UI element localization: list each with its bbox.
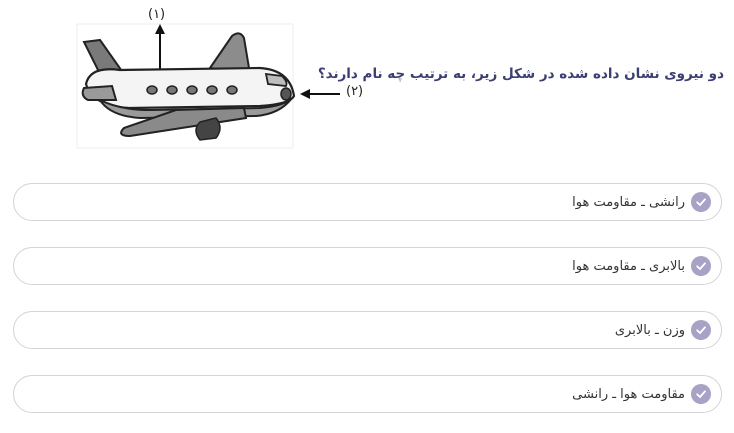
question-text: دو نیروی نشان داده شده در شکل زیر، به ترتیب چه نام دارند؟ <box>317 66 724 82</box>
check-circle-icon <box>691 192 711 212</box>
answer-option-4[interactable] <box>13 375 722 413</box>
answer-option-label: بالابری ـ مقاومت هوا <box>572 258 685 274</box>
answer-option-label: مقاومت هوا ـ رانشی <box>572 386 685 402</box>
check-circle-icon <box>691 384 711 404</box>
force-label-1: (۱) <box>148 7 166 22</box>
answer-option-2[interactable] <box>13 247 722 285</box>
check-circle-icon <box>691 320 711 340</box>
airplane-icon <box>60 4 380 150</box>
force-label-2: (۲) <box>346 84 364 99</box>
answer-option-3[interactable] <box>13 311 722 349</box>
answer-option-1[interactable] <box>13 183 722 221</box>
check-circle-icon <box>691 256 711 276</box>
answer-option-label: وزن ـ بالابری <box>614 322 685 338</box>
answer-option-label: رانشی ـ مقاومت هوا <box>572 194 685 210</box>
airplane-figure <box>60 4 380 150</box>
